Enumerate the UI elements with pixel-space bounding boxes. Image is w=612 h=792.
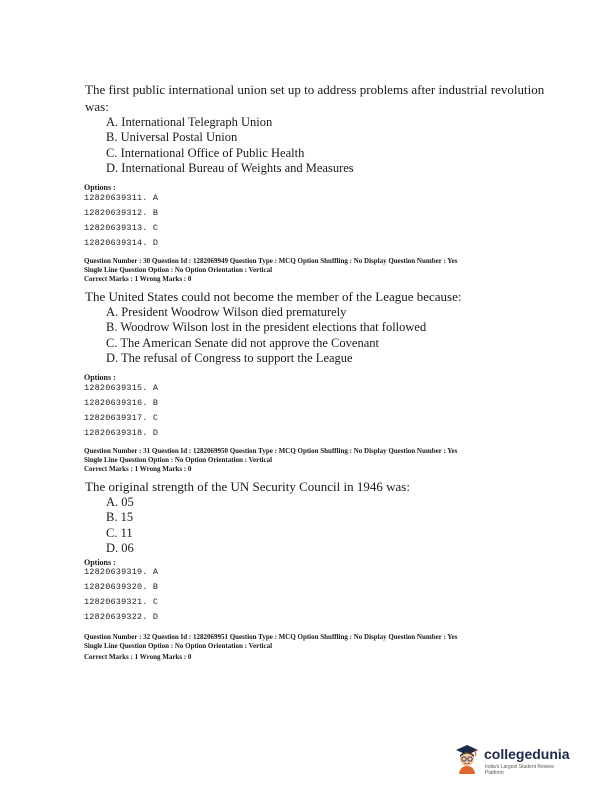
q29-choice-b: B. Universal Postal Union [106,130,238,144]
q31-choice-a: A. 05 [106,495,134,509]
q31-choice-b: B. 15 [106,510,134,524]
q29-option-id-b: 12820639312. B [84,208,159,218]
q29-options-label: Options : [84,183,116,192]
q31-text: The original strength of the UN Security Council in 1946 was: [85,479,410,494]
q30-meta-line1: Question Number : 30 Question Id : 1282069949 Question Type : MCQ Option Shuffling : No Display Question Number : Yes [84,257,458,265]
q29-text-line2: was: [85,99,109,114]
q30-text: The United States could not become the member of the League because: [85,289,462,304]
graduate-mascot-icon [454,742,480,774]
q31-choice-d: D. 06 [106,541,134,555]
q30-choice-a: A. President Woodrow Wilson died prematurely [106,305,347,319]
q30-choice-c: C. The American Senate did not approve the Covenant [106,336,379,350]
q32-meta-line1: Question Number : 32 Question Id : 1282069951 Question Type : MCQ Option Shuffling : No Display Question Number : Yes [84,633,458,641]
q29-text-line1: The first public international union set up to address problems after industrial revolution [85,82,545,97]
collegedunia-logo [454,742,570,778]
logo-brand-name: collegedunia [484,746,570,762]
q31-option-id-a: 12820639319. A [84,567,159,577]
q30-meta-line3: Correct Marks : 1 Wrong Marks : 0 [84,275,192,283]
q31-meta-line1: Question Number : 31 Question Id : 1282069950 Question Type : MCQ Option Shuffling : No Display Question Number : Yes [84,447,458,455]
q31-option-id-d: 12820639322. D [84,612,159,622]
q31-option-id-b: 12820639320. B [84,582,159,592]
q31-meta-line2: Single Line Question Option : No Option Orientation : Vertical [84,456,273,464]
q29-option-id-a: 12820639311. A [84,193,159,203]
logo-tagline: India's Largest Student Review Platform [485,764,554,776]
q29-option-id-d: 12820639314. D [84,238,159,248]
q30-option-id-b: 12820639316. B [84,398,159,408]
q29-choice-d: D. International Bureau of Weights and Measures [106,161,354,175]
q31-option-id-c: 12820639321. C [84,597,159,607]
q31-options-label: Options : [84,558,116,567]
q32-meta-line2: Single Line Question Option : No Option Orientation : Vertical [84,642,273,650]
q30-options-label: Options : [84,373,116,382]
q30-option-id-d: 12820639318. D [84,428,159,438]
q30-option-id-c: 12820639317. C [84,413,159,423]
q30-option-id-a: 12820639315. A [84,383,159,393]
q30-meta-line2: Single Line Question Option : No Option Orientation : Vertical [84,266,273,274]
q29-choice-c: C. International Office of Public Health [106,146,305,160]
q31-choice-c: C. 11 [106,526,133,540]
q29-option-id-c: 12820639313. C [84,223,159,233]
q31-meta-line3: Correct Marks : 1 Wrong Marks : 0 [84,465,192,473]
q32-meta-line3: Correct Marks : 1 Wrong Marks : 0 [84,653,192,661]
q30-choice-d: D. The refusal of Congress to support the League [106,351,353,365]
q29-choice-a: A. International Telegraph Union [106,115,273,129]
q30-choice-b: B. Woodrow Wilson lost in the president elections that followed [106,320,427,334]
